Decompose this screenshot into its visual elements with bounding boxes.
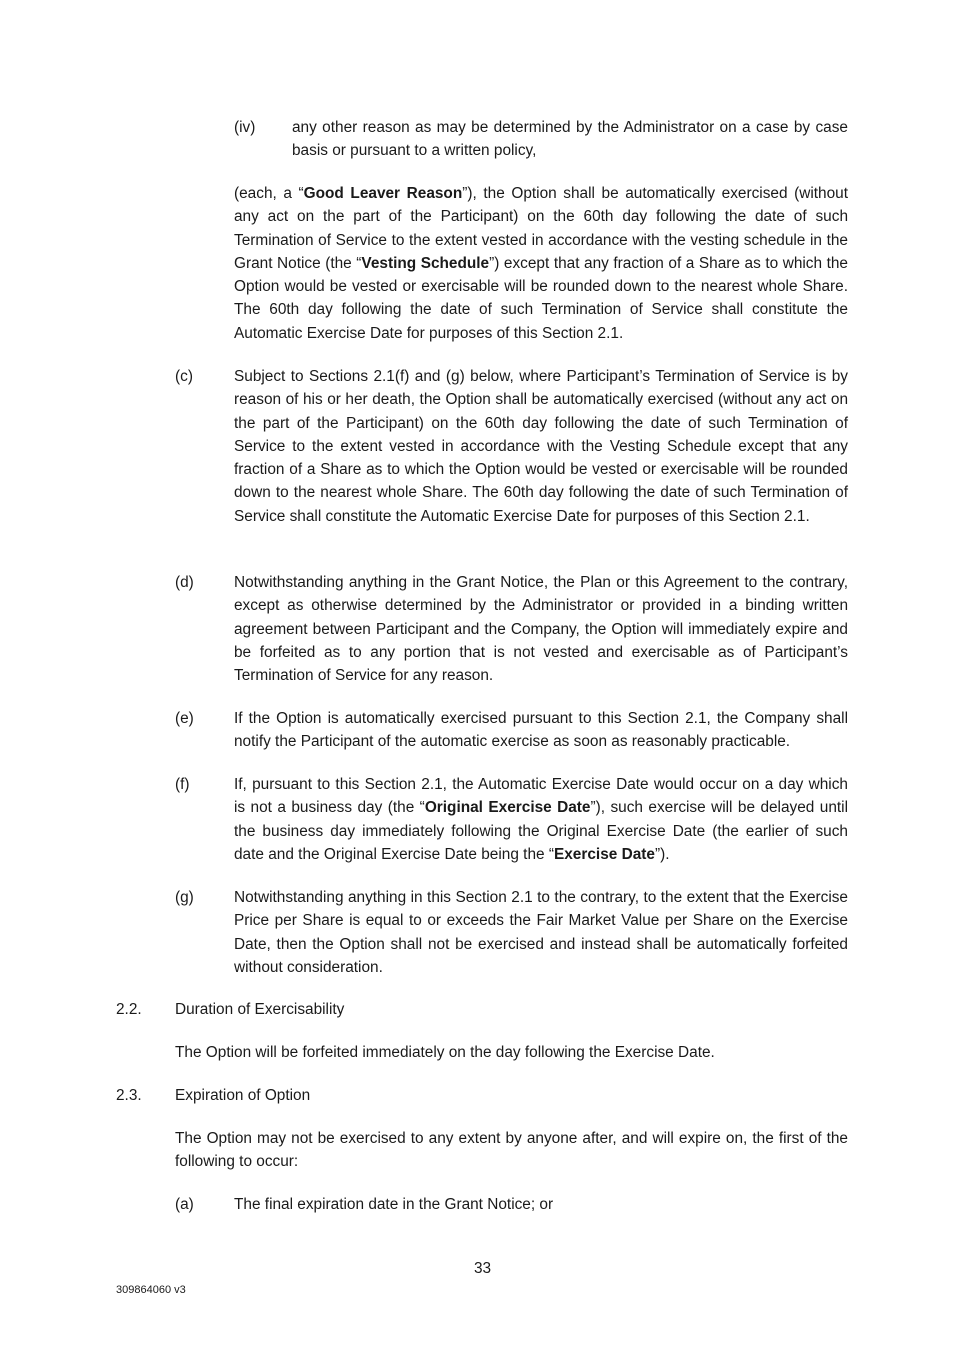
clause-f-text: If, pursuant to this Section 2.1, the Automatic Exercise Date would occur on a day which is not a business day (the “Original Exercise Date”), such exercise will be delayed until the business day immediately following the Original Exercise Date (the earlier of such date and the Original Exercise Date being the “Exercise Date”). [234, 776, 849, 863]
clause-e-text: If the Option is automatically exercised pursuant to this Section 2.1, the Company shall notify the Participant of the automatic exercise as soon as reasonably practicable. [234, 710, 848, 751]
clause-d-text: Notwithstanding anything in the Grant Notice, the Plan or this Agreement to the contrary, except as otherwise determined by the Administrator or provided in a binding written agreement between Participant and the Company, the Option will immediately expire and be forfeited as to any portion that is not vested and exercisable as of Participant’s Termination of Service for any reason. [234, 574, 848, 685]
clause-f-label: (f) [175, 776, 190, 793]
section-2-3-body: The Option may not be exercised to any extent by anyone after, and will expire on, the first of the following to occur: [175, 1130, 848, 1171]
section-2-3-a-text: The final expiration date in the Grant Notice; or [234, 1196, 554, 1213]
section-2-2-body: The Option will be forfeited immediately on the day following the Exercise Date. [175, 1044, 715, 1061]
section-2-2-number: 2.2. [116, 1001, 142, 1018]
clause-g-label: (g) [175, 889, 194, 906]
section-2-3-heading: Expiration of Option [175, 1087, 311, 1104]
clause-d-label: (d) [175, 574, 194, 591]
clause-e-label: (e) [175, 710, 194, 727]
clause-iv-label: (iv) [234, 119, 256, 136]
clause-c-text: Subject to Sections 2.1(f) and (g) below, where Participant’s Termination of Service is by reason of his or her death, the Option shall be automatically exercised (without any act on the part of the Participant) on the 60th day following the date of such Termination of Service to the extent vested in accordance with the Vesting Schedule except that any fraction of a Share as to which the Option would be vested or exercisable will be rounded down to the nearest whole Share. The 60th day following the date of such Termination of Service shall constitute the Automatic Exercise Date for purposes of this Section 2.1. [234, 368, 848, 525]
exercise-date-term: Exercise Date [553, 845, 655, 863]
section-2-2-heading: Duration of Exercisability [175, 1001, 345, 1018]
good-leaver-reason-term: Good Leaver Reason [303, 185, 463, 202]
clause-iv-text: any other reason as may be determined by the Administrator on a case by case basis or pursuant to a written policy, [292, 119, 848, 160]
section-2-3-a-label: (a) [175, 1196, 194, 1213]
section-2-3-number: 2.3. [116, 1087, 142, 1104]
clause-c-label: (c) [175, 368, 193, 385]
page-number: 33 [473, 1260, 492, 1277]
good-leaver-paragraph: (each, a “Good Leaver Reason”), the Option shall be automatically exercised (without any act on the part of the Participant) on the 60th day following the date of such Termination of Service to the extent vested in accordance with the vesting schedule in the Grant Notice (the “Vesting Schedule”) except that any fraction of a Share as to which the Option would be vested or exercisable will be rounded down to the nearest whole Share. The 60th day following the date of such Termination of Service shall constitute the Automatic Exercise Date for purposes of this Section 2.1. [234, 185, 849, 342]
document-id: 309864060 v3 [116, 1284, 186, 1296]
clause-g-text: Notwithstanding anything in this Section 2.1 to the contrary, to the extent that the Exercise Price per Share is equal to or exceeds the Fair Market Value per Share on the Exercise Date, then the Option shall not be exercised and instead shall be automatically forfeited without consideration. [234, 889, 848, 976]
vesting-schedule-term: Vesting Schedule [361, 254, 490, 272]
original-exercise-date-term: Original Exercise Date [424, 799, 591, 817]
